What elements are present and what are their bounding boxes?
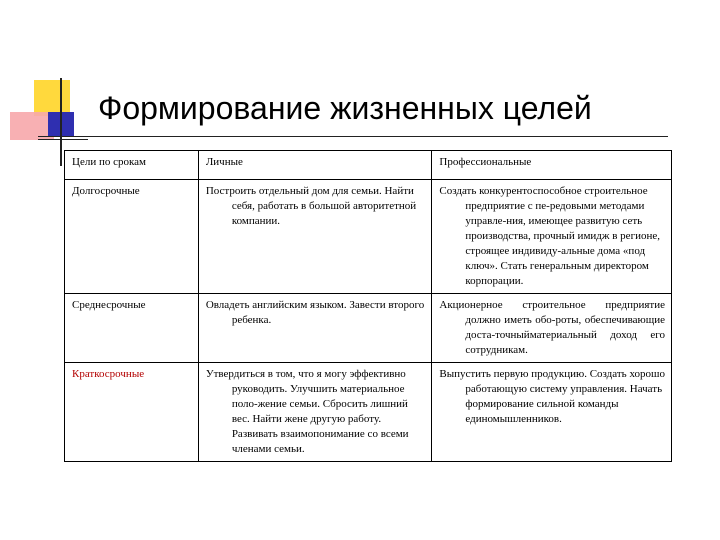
table-row bbox=[65, 180, 672, 294]
table-row bbox=[65, 363, 672, 462]
goals-table bbox=[64, 150, 672, 462]
decor-vertical-line bbox=[60, 78, 62, 166]
term-cell: Краткосрочные bbox=[65, 363, 199, 462]
professional-goal-text: Акционерное строительное предприятие должно иметь обо-роты, обеспечивающие доста-точныйматериальный доход его сотрудникам. bbox=[439, 299, 665, 356]
decor-yellow-square bbox=[34, 80, 70, 116]
header-cell-professional: Профессиональные bbox=[432, 151, 672, 180]
personal-goal-cell bbox=[198, 294, 432, 363]
slide-title: Формирование жизненных целей bbox=[98, 90, 592, 126]
professional-goal-cell bbox=[432, 294, 672, 363]
personal-goal-text: Построить отдельный дом для семьи. Найти себя, работать в большой авторитетной компании. bbox=[205, 185, 417, 227]
header-cell-term: Цели по срокам bbox=[65, 151, 199, 180]
term-cell: Среднесрочные bbox=[65, 294, 199, 363]
professional-goal-text: Выпустить первую продукцию. Создать хорошо работающую систему управления. Начать формирование сильной команды единомышленников. bbox=[439, 368, 665, 425]
header-cell-personal: Личные bbox=[198, 151, 432, 180]
decor-horizontal-line bbox=[38, 136, 668, 137]
personal-goal-text: Овладеть английским языком. Завести второго ребенка. bbox=[205, 299, 425, 326]
professional-goal-text: Создать конкурентоспособное строительное предприятие с пе-редовыми методами управле-ния, имеющее развитую сеть производства, прочный имидж в регионе, строящее индивиду-альные дома «под ключ». Стать генеральным директором корпорации. bbox=[439, 185, 660, 287]
professional-goal-cell bbox=[432, 363, 672, 462]
term-cell: Долгосрочные bbox=[65, 180, 199, 294]
decor-horizontal-line-short bbox=[38, 139, 88, 140]
personal-goal-text: Утвердиться в том, что я могу эффективно руководить. Улучшить материальное поло-жение семьи. Сбросить лишний вес. Найти жене другую работу. Развивать взаимопонимание со всеми членами семьи. bbox=[205, 368, 409, 455]
professional-goal-cell bbox=[432, 180, 672, 294]
table-row bbox=[65, 294, 672, 363]
table-header-row bbox=[65, 151, 672, 180]
personal-goal-cell bbox=[198, 363, 432, 462]
personal-goal-cell bbox=[198, 180, 432, 294]
